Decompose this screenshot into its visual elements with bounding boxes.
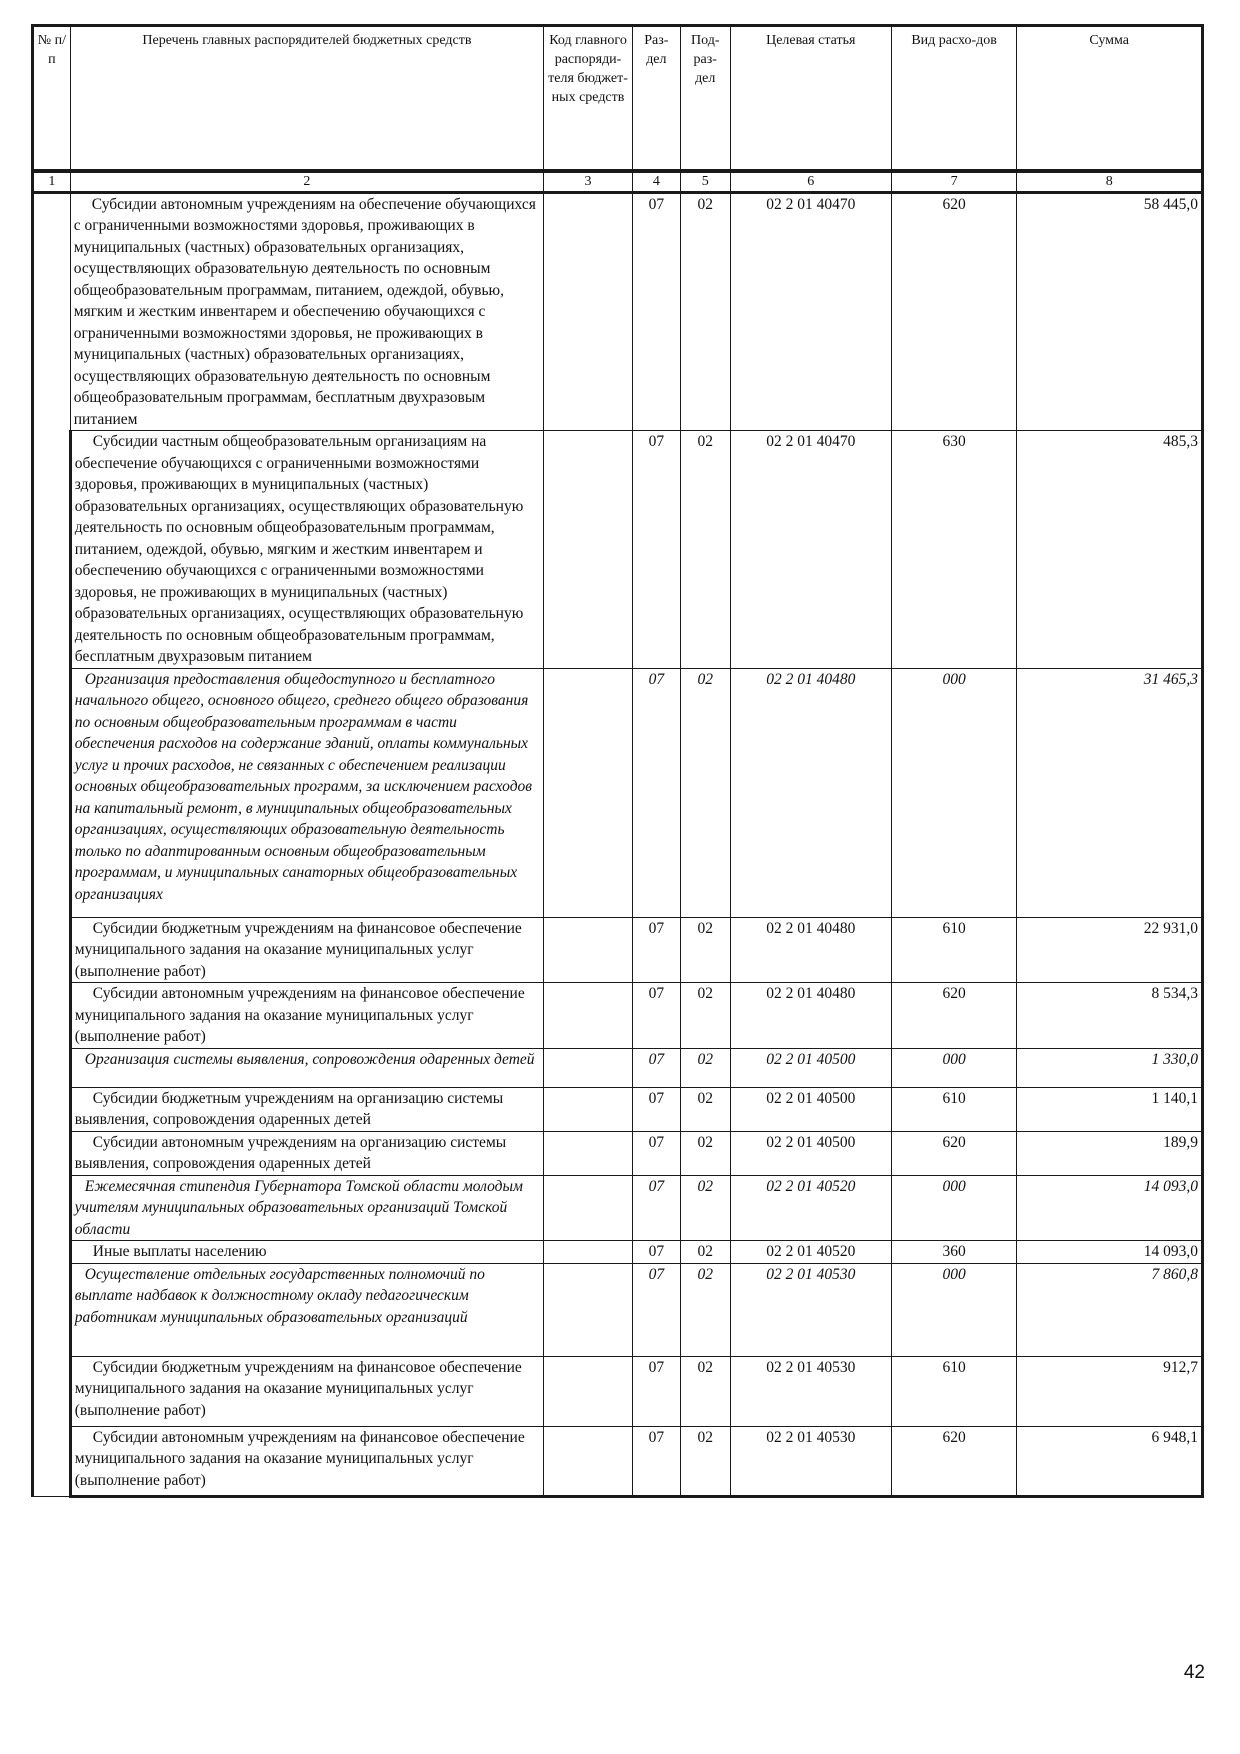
table-row: [33, 983, 1203, 1049]
row-name: Ежемесячная стипендия Губернатора Томской области молодым учителям муниципальных образовательных организаций Томской области: [70, 1175, 543, 1241]
row-sum: 912,7: [1017, 1356, 1203, 1426]
row-subsection: 02: [680, 983, 730, 1049]
row-target: 02 2 01 40530: [730, 1356, 891, 1426]
row-subsection: 02: [680, 1356, 730, 1426]
row-type: 610: [891, 1087, 1017, 1131]
row-name: Субсидии бюджетным учреждениям на финансовое обеспечение муниципального задания на оказание муниципальных услуг (выполнение работ): [70, 917, 543, 983]
row-target: 02 2 01 40480: [730, 917, 891, 983]
row-code: [544, 1087, 633, 1131]
row-subsection: 02: [680, 917, 730, 983]
column-number: 6: [730, 171, 891, 193]
row-target: 02 2 01 40530: [730, 1426, 891, 1496]
row-type: 630: [891, 431, 1017, 669]
row-sum: 1 330,0: [1017, 1048, 1203, 1087]
row-section: 07: [632, 1426, 680, 1496]
row-name: Субсидии автономным учреждениям на финансовое обеспечение муниципального задания на оказание муниципальных услуг (выполнение работ): [70, 1426, 543, 1496]
row-section: 07: [632, 1175, 680, 1241]
header-name: Перечень главных распорядителей бюджетных средств: [70, 26, 543, 171]
row-type: 000: [891, 1048, 1017, 1087]
table-row: [33, 917, 1203, 983]
row-sum: 485,3: [1017, 431, 1203, 669]
row-code: [544, 1356, 633, 1426]
table-row: [33, 1048, 1203, 1087]
row-target: 02 2 01 40500: [730, 1131, 891, 1175]
column-number: 7: [891, 171, 1017, 193]
table-row: [33, 1356, 1203, 1426]
row-code: [544, 1263, 633, 1356]
row-name: Организация предоставления общедоступного и бесплатного начального общего, основного общего, среднего общего образования по основным общеобразовательным программам в части обеспечения расходов на содержание зданий, оплаты коммунальных услуг и прочих расходов, не связанных с обеспечением реализации основных общеобразовательных программ, за исключением расходов на капитальный ремонт, в муниципальных общеобразовательных организациях, осуществляющих образовательную деятельность только по адаптированным основным общеобразовательным программам, и муниципальных санаторных общеобразовательных организациях: [70, 668, 543, 917]
row-code: [544, 431, 633, 669]
row-sum: 31 465,3: [1017, 668, 1203, 917]
column-number: 5: [680, 171, 730, 193]
row-section: 07: [632, 1131, 680, 1175]
row-target: 02 2 01 40500: [730, 1087, 891, 1131]
row-target: 02 2 01 40500: [730, 1048, 891, 1087]
page-number: 42: [1183, 1662, 1205, 1683]
row-code: [544, 983, 633, 1049]
row-code: [544, 1241, 633, 1264]
row-code: [544, 668, 633, 917]
row-name: Субсидии автономным учреждениям на обеспечение обучающихся с ограниченными возможностями здоровья, проживающих в муниципальных (частных) образовательных организациях, осуществляющих образовательную деятельность по основным общеобразовательным программам, питанием, одеждой, обувью, мягким и жестким инвентарем и обеспечению обучающихся с ограниченными возможностями здоровья, не проживающих в муниципальных (частных) образовательных организациях, осуществляющих образовательную деятельность по основным общеобразовательным программам, бесплатным двухразовым питанием: [70, 192, 543, 431]
header-type: Вид расхо-дов: [891, 26, 1017, 171]
row-type: 610: [891, 1356, 1017, 1426]
row-section: 07: [632, 917, 680, 983]
row-subsection: 02: [680, 1175, 730, 1241]
row-target: 02 2 01 40520: [730, 1175, 891, 1241]
table-row: [33, 1131, 1203, 1175]
row-sum: 22 931,0: [1017, 917, 1203, 983]
row-type: 610: [891, 917, 1017, 983]
row-code: [544, 917, 633, 983]
header-section: Раз-дел: [632, 26, 680, 171]
row-sum: 189,9: [1017, 1131, 1203, 1175]
row-subsection: 02: [680, 1426, 730, 1496]
row-subsection: 02: [680, 1087, 730, 1131]
row-name: Субсидии частным общеобразовательным организациям на обеспечение обучающихся с ограниченными возможностями здоровья, проживающих в муниципальных (частных) образовательных организациях, осуществляющих образовательную деятельность по основным общеобразовательным программам, питанием, одеждой, обувью, мягким и жестким инвентарем и обеспечению обучающихся с ограниченными возможностями здоровья, не проживающих в муниципальных (частных) образовательных организациях, осуществляющих образовательную деятельность по основным общеобразовательным программам, бесплатным двухразовым питанием: [70, 431, 543, 669]
row-sum: 7 860,8: [1017, 1263, 1203, 1356]
row-code: [544, 1131, 633, 1175]
row-section: 07: [632, 1356, 680, 1426]
row-section: 07: [632, 1241, 680, 1264]
row-section: 07: [632, 1048, 680, 1087]
table-row: [33, 1087, 1203, 1131]
row-section: 07: [632, 1263, 680, 1356]
row-type: 360: [891, 1241, 1017, 1264]
table-row: [33, 1426, 1203, 1496]
table-row: [33, 192, 1203, 431]
row-section: 07: [632, 1087, 680, 1131]
row-type: 000: [891, 1175, 1017, 1241]
header-target: Целевая статья: [730, 26, 891, 171]
row-name: Субсидии автономным учреждениям на финансовое обеспечение муниципального задания на оказание муниципальных услуг (выполнение работ): [70, 983, 543, 1049]
row-code: [544, 1048, 633, 1087]
row-number-cell: [33, 192, 71, 1496]
row-name: Иные выплаты населению: [70, 1241, 543, 1264]
row-target: 02 2 01 40470: [730, 192, 891, 431]
row-type: 620: [891, 192, 1017, 431]
row-sum: 6 948,1: [1017, 1426, 1203, 1496]
budget-table: [31, 24, 1204, 1498]
row-target: 02 2 01 40520: [730, 1241, 891, 1264]
row-subsection: 02: [680, 1241, 730, 1264]
row-type: 620: [891, 983, 1017, 1049]
header-sum: Сумма: [1017, 26, 1203, 171]
row-type: 000: [891, 1263, 1017, 1356]
table-row: [33, 1175, 1203, 1241]
table-row: [33, 431, 1203, 669]
row-subsection: 02: [680, 1263, 730, 1356]
row-type: 620: [891, 1426, 1017, 1496]
column-number: 3: [544, 171, 633, 193]
column-number: 4: [632, 171, 680, 193]
row-type: 000: [891, 668, 1017, 917]
column-number: 1: [33, 171, 71, 193]
row-target: 02 2 01 40530: [730, 1263, 891, 1356]
column-number: 2: [70, 171, 543, 193]
row-sum: 8 534,3: [1017, 983, 1203, 1049]
row-name: Организация системы выявления, сопровождения одаренных детей: [70, 1048, 543, 1087]
table-header-row: [33, 26, 1203, 171]
row-section: 07: [632, 668, 680, 917]
header-number: № п/п: [33, 26, 71, 171]
row-code: [544, 192, 633, 431]
row-name: Субсидии бюджетным учреждениям на организацию системы выявления, сопровождения одаренных детей: [70, 1087, 543, 1131]
row-sum: 14 093,0: [1017, 1241, 1203, 1264]
row-name: Субсидии автономным учреждениям на организацию системы выявления, сопровождения одаренных детей: [70, 1131, 543, 1175]
row-section: 07: [632, 192, 680, 431]
row-target: 02 2 01 40480: [730, 983, 891, 1049]
row-code: [544, 1426, 633, 1496]
row-subsection: 02: [680, 431, 730, 669]
row-name: Субсидии бюджетным учреждениям на финансовое обеспечение муниципального задания на оказание муниципальных услуг (выполнение работ): [70, 1356, 543, 1426]
row-section: 07: [632, 431, 680, 669]
row-name: Осуществление отдельных государственных полномочий по выплате надбавок к должностному окладу педагогическим работникам муниципальных образовательных организаций: [70, 1263, 543, 1356]
row-subsection: 02: [680, 668, 730, 917]
row-subsection: 02: [680, 1048, 730, 1087]
row-target: 02 2 01 40470: [730, 431, 891, 669]
table-row: [33, 1263, 1203, 1356]
row-sum: 58 445,0: [1017, 192, 1203, 431]
header-code: Код главного распоряди-теля бюджет-ных средств: [544, 26, 633, 171]
row-target: 02 2 01 40480: [730, 668, 891, 917]
header-subsection: Под-раз-дел: [680, 26, 730, 171]
table-row: [33, 1241, 1203, 1264]
row-type: 620: [891, 1131, 1017, 1175]
row-sum: 1 140,1: [1017, 1087, 1203, 1131]
row-section: 07: [632, 983, 680, 1049]
row-code: [544, 1175, 633, 1241]
column-numbers-row: [33, 171, 1203, 193]
row-sum: 14 093,0: [1017, 1175, 1203, 1241]
row-subsection: 02: [680, 1131, 730, 1175]
column-number: 8: [1017, 171, 1203, 193]
row-subsection: 02: [680, 192, 730, 431]
table-row: [33, 668, 1203, 917]
